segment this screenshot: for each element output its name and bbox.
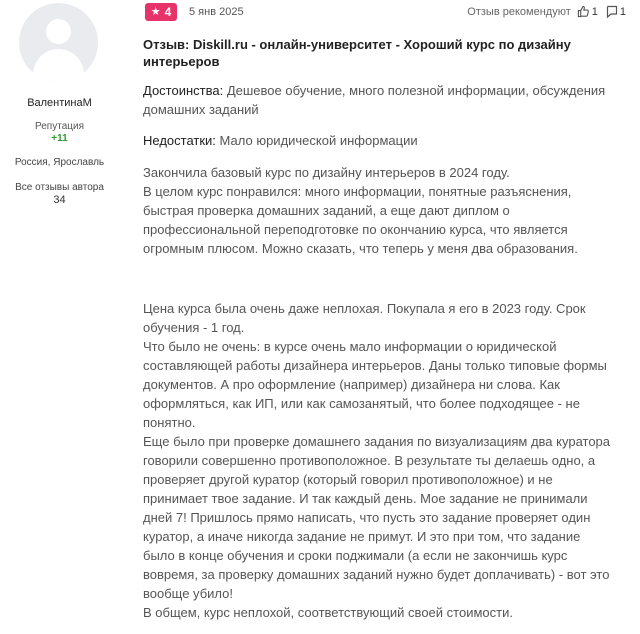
rating-badge	[145, 3, 177, 21]
pros-text: Дешевое обучение, много полезной информации, обсуждения домашних заданий	[143, 83, 606, 117]
avatar[interactable]	[19, 3, 98, 82]
review-cons	[143, 131, 613, 150]
recommend-label: Отзыв рекомендуют	[467, 5, 571, 18]
review-pros	[143, 81, 613, 119]
cons-label: Недостатки:	[143, 133, 216, 148]
author-name[interactable]: ВалентинаМ	[27, 97, 92, 109]
review-paragraph-2	[143, 299, 613, 622]
paragraph-line: Цена курса была очень даже неплохая. Покупала я его в 2023 году. Срок обучения - 1 год.	[143, 301, 586, 335]
review-paragraph-1	[143, 163, 613, 258]
rating-value: 4	[164, 5, 172, 19]
review-date: 5 янв 2025	[189, 6, 244, 18]
reputation-value: +11	[51, 133, 68, 144]
paragraph-1-text: Закончила базовый курс по дизайну интерьеров в 2024 году. В целом курс понравился: много информации, понятные разъяснения, быстрая проверка домашних заданий, а еще дают диплом о профессиональной переподготовке по окончанию курса, что является огромным плюсом. Можно сказать, что теперь у меня два образования.	[143, 165, 578, 256]
reputation-label: Репутация	[35, 121, 84, 132]
comments-count: 1	[619, 5, 626, 18]
user-placeholder-icon	[46, 19, 71, 44]
paragraph-line: Что было не очень: в курсе очень мало информации о юридической составляющей работы дизайнера интерьеров. Даны только типовые формы документов. А про оформление (например) дизайнера ни слова. Как оформляться, как ИП, или как самозанятый, что более подходящее - не понятно.	[143, 339, 607, 430]
star-icon: ★	[150, 6, 161, 18]
comment-icon[interactable]	[606, 5, 618, 18]
pros-label: Достоинства:	[143, 83, 224, 98]
thumbs-up-icon[interactable]	[577, 5, 590, 18]
recommend-bar	[467, 5, 626, 18]
likes-count: 1	[591, 5, 598, 18]
all-reviews-link[interactable]: Все отзывы автора	[15, 182, 104, 193]
paragraph-line: В общем, курс неплохой, соответствующий своей стоимости.	[143, 605, 513, 620]
cons-text: Мало юридической информации	[219, 133, 418, 148]
author-location: Россия, Ярославль	[14, 157, 105, 168]
review-title[interactable]: Отзыв: Diskill.ru - онлайн-университет - Хороший курс по дизайну интерьеров	[143, 37, 571, 69]
all-reviews-count[interactable]: 34	[53, 194, 66, 206]
paragraph-line: Еще было при проверке домашнего задания по визуализациям два куратора говорили совершенно противоположное. В результате ты делаешь одно, а проверяет другой куратор (который говорил противоположное) и не принимает твое задание. И так каждый день. Мое задание не принимали дней 7! Пришлось прямо написать, что пусть это задание проверяет один куратор, а иначе никогда задание не примут. И это при том, что задание было в конце обучения и сроки поджимали (а если не закончишь курс вовремя, за проверку домашних заданий нужно будет доплачивать) - вот это вообще убило!	[143, 434, 611, 601]
